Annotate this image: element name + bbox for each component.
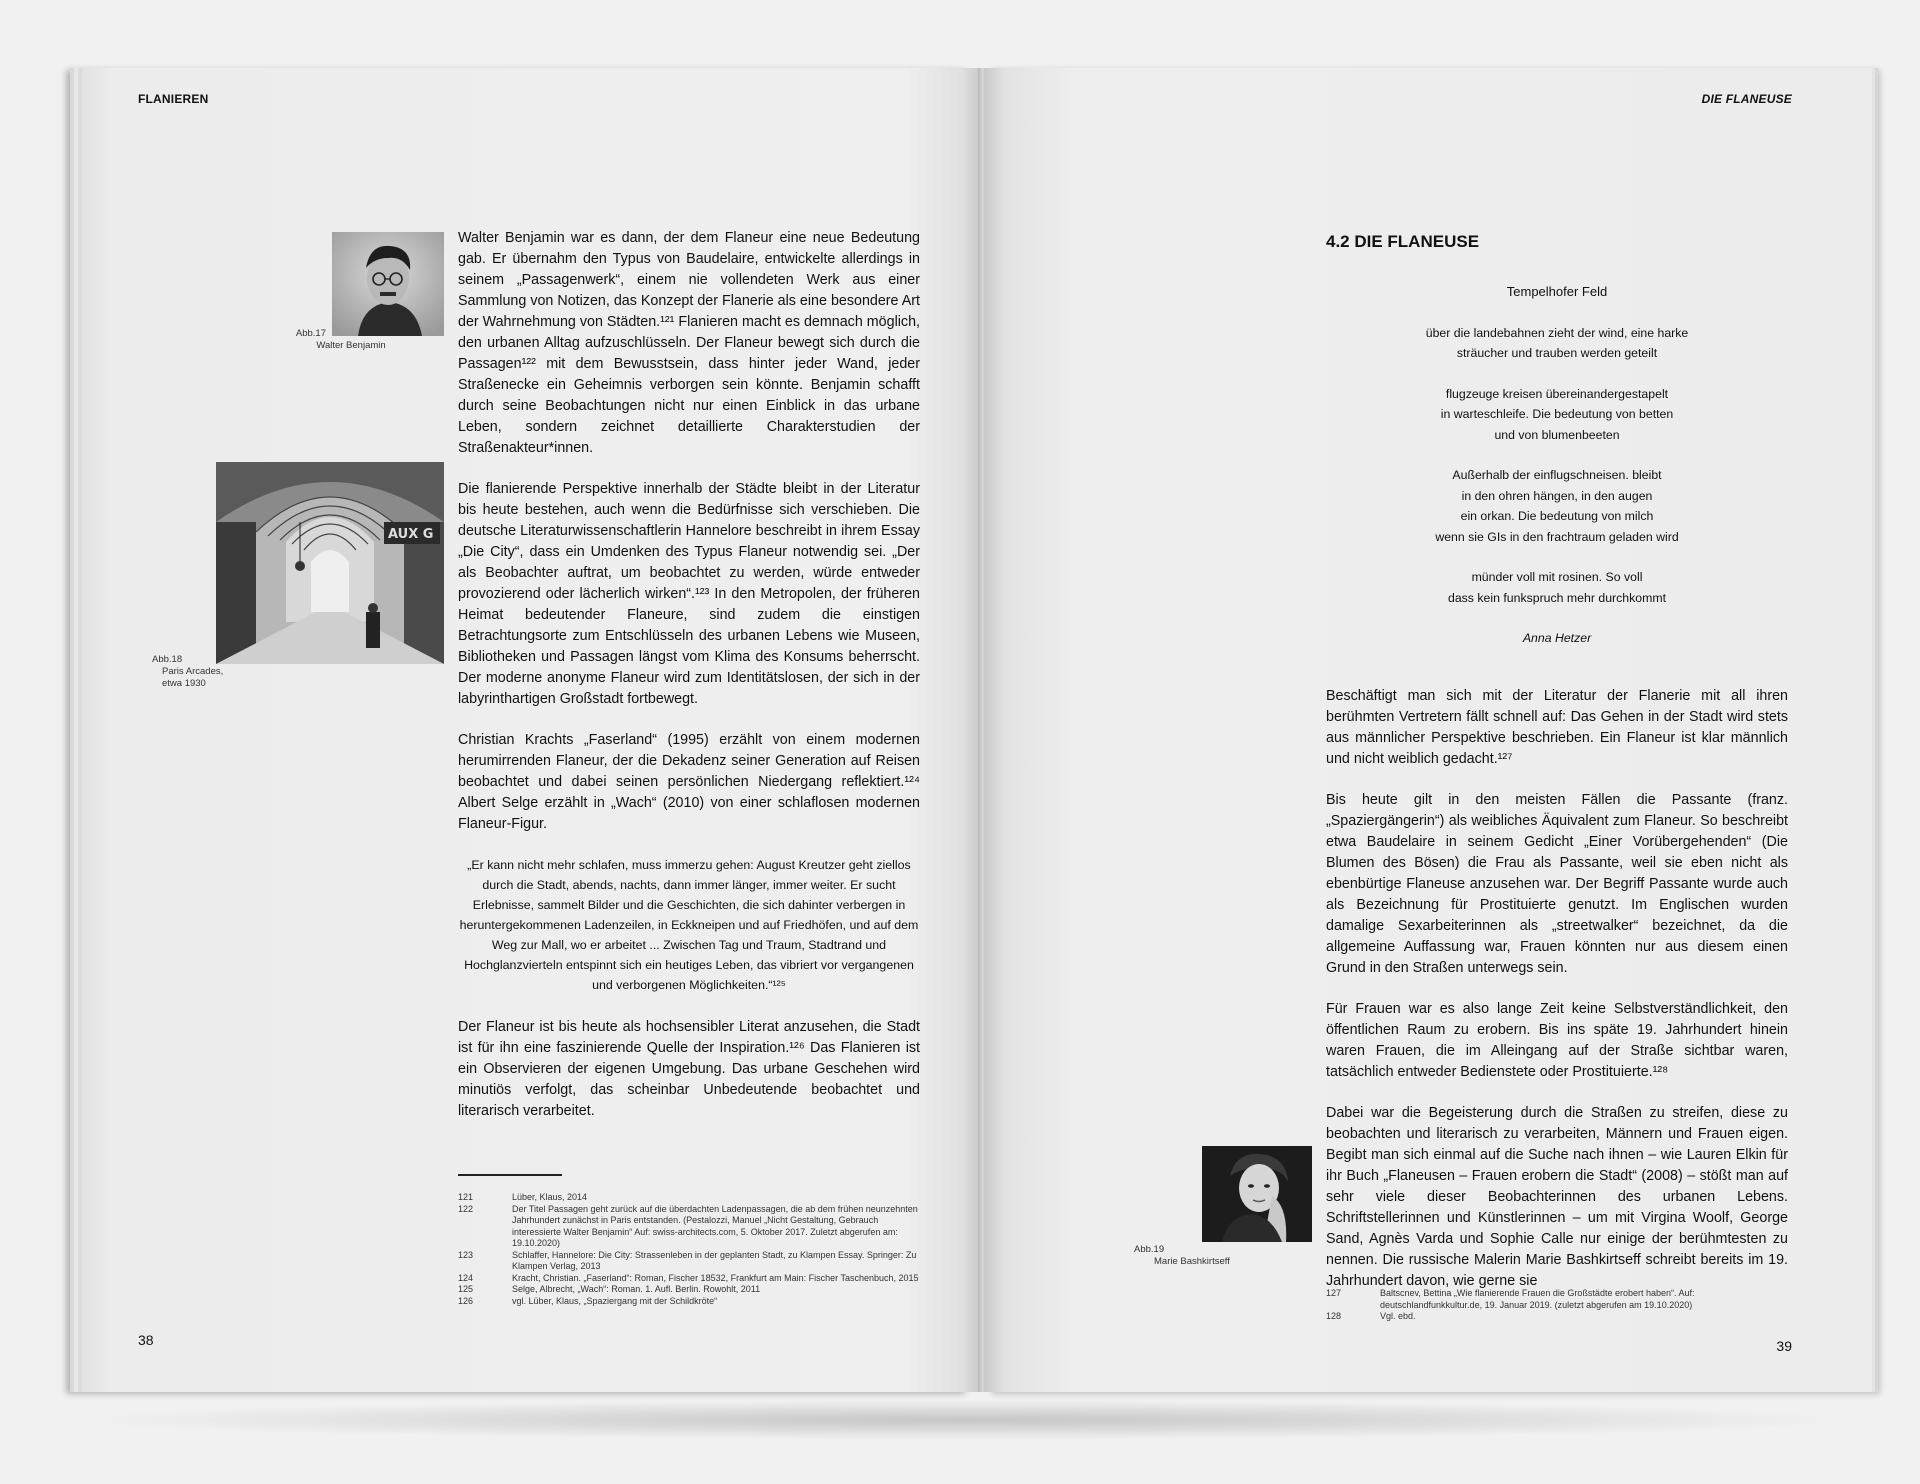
poem-line: über die landebahnen zieht der wind, eine harke — [1425, 325, 1689, 340]
left-body-text — [458, 228, 920, 1142]
footnote: 127 Baltscnev, Bettina „Wie flanierende Frauen die Großstädte erobert haben“. Auf: deutschlandfunkkultur.de, 19. Januar 2019. (zuletzt abgerufen am 19.10.2020) — [1326, 1288, 1695, 1310]
right-page — [984, 68, 1872, 1392]
page-number-left: 38 — [138, 1332, 154, 1348]
poem-title: Tempelhofer Feld — [1506, 284, 1608, 299]
paragraph: Bis heute gilt in den meisten Fällen die Passante (franz. „Spaziergängerin“) als weibliches Äquivalent zum Flaneur. So beschreibt etwa Baudelaire in seinem Gedicht „Einer Vorübergehenden“ (Die Blumen des Bösen) die Frau als Passante, weil sie eben nicht als ebenbürtige Flaneuse anzusehen war. Der Begriff Passante wurde auch als Bezeichnung für Prostituierte genutzt. Im Englischen wurden damalige Sexarbeiterinnen als „streetwalker“ bezeichnet, da die allgemeine Auffassung war, Frauen könnten nur aus diesem einen Grund in den Straßen unterwegs sein. — [1326, 792, 1788, 976]
paragraph: Die flanierende Perspektive innerhalb der Städte bleibt in der Literatur bis heute bestehen, auch wenn die Bedürfnisse sich verschieben. Die deutsche Literaturwissenschaftlerin Hannelore beschreibt in ihrem Essay „Die City“, dass ein Umdenken des Typus Flaneur notwendig sei. „Der als Beobachter auftrat, um beobachtet zu werden, würde entweder provozierend oder lächerlich wirken“.¹²³ In den Metropolen, der früheren Heimat bedeutender Flaneure, sind zudem die einstigen Betrachtungsorte zum Entschlüsseln des urbanen Lebens wie Museen, Bibliotheken und Passagen längst vom Klima des Konsums beherrscht. Der moderne anonyme Flaneur wird zum Identitätslosen, der sich in der labyrinthartigen Großstadt fortbewegt. — [458, 481, 920, 707]
caption-label: Abb.17 — [295, 328, 326, 339]
photo-paris-arcades — [216, 462, 444, 664]
poem-stanza — [1326, 384, 1788, 446]
poem-author: Anna Hetzer — [1522, 631, 1592, 645]
footnote-rule — [458, 1174, 562, 1176]
caption-abb19-text: Marie Bashkirtseff — [1154, 1256, 1230, 1267]
running-head-left: FLANIEREN — [138, 92, 209, 106]
poem-line: wenn sie GIs in den frachtraum geladen wird — [1435, 529, 1679, 544]
poem-line: in warteschleife. Die bedeutung von betten — [1440, 407, 1674, 421]
paragraph: Der Flaneur ist bis heute als hochsensibler Literat anzusehen, die Stadt ist für ihn eine faszinierende Quelle der Inspiration.¹²⁶ Das Flanieren ist ein Observieren der eigenen Umgebung. Das urbane Geschehen wird minutiös verfolgt, das scheinbar Unbedeutende beobachtet und literarisch verarbeitet. — [458, 1019, 920, 1119]
poem — [1326, 282, 1788, 649]
footnote: 126 vgl. Lüber, Klaus, „Spaziergang mit der Schildkröte“ — [458, 1295, 718, 1306]
caption-abb18-label: Abb.18 — [152, 654, 183, 665]
footnotes-right — [1326, 1288, 1788, 1323]
poem-line: sträucher und trauben werden geteilt — [1456, 346, 1658, 360]
paragraph: Walter Benjamin war es dann, der dem Flaneur eine neue Bedeutung gab. Er übernahm den Typus von Baudelaire, entwickelte allerdings in seinem „Passagenwerk“, einem nie vollendeten Werk aus einer Sammlung von Notizen, das Konzept der Flanerie als eine besondere Art der Wahrnehmung von Städten.¹²¹ Flanieren macht es demnach möglich, den urbanen Alltag aufzuschlüsseln. Der Flaneur bewegt sich durch die Passagen¹²² mit dem Bewusstsein, dass hinter jeder Wand, jeder Straßenecke ein Geheimnis verborgen sein könnte. Benjamin schafft durch seine Beobachtungen nicht nur einen Einblick in das urbane Leben, sondern zeichnet detaillierte Charakterstudien der Straßenakteur*innen. — [458, 230, 920, 456]
footnote: 125 Selge, Albrecht, „Wach“: Roman. 1. Aufl. Berlin. Rowohlt, 2011 — [458, 1284, 761, 1294]
footnotes-left — [458, 1192, 920, 1307]
caption-abb17-text: Walter Benjamin — [316, 340, 386, 351]
caption-abb18-line2: etwa 1930 — [162, 678, 206, 689]
portrait-marie-bashkirtseff — [1202, 1146, 1312, 1242]
poem-line: flugzeuge kreisen übereinandergestapelt — [1445, 386, 1669, 401]
footnote: 121 Lüber, Klaus, 2014 — [458, 1192, 588, 1202]
page-number-right: 39 — [1776, 1338, 1792, 1354]
poem-line: ein orkan. Die bedeutung von milch — [1460, 509, 1654, 523]
left-page — [82, 68, 981, 1392]
poem-stanza — [1326, 323, 1788, 364]
footnote: 122 Der Titel Passagen geht zurück auf die überdachten Ladenpassagen, die ab dem frühen neunzehnten Jahrhundert zunächst in Paris entstanden. (Pestalozzi, Manuel „Nicht Gestaltung, Gebrauch interessierte Walter Benjamin“ Auf: swiss-architects.com, 5. Oktober 2017. Zuletzt abgerufen am: 19.10.2020) — [458, 1203, 918, 1248]
caption-abb17 — [232, 328, 326, 340]
poem-line: münder voll mit rosinen. So voll — [1471, 570, 1643, 584]
poem-line: in den ohren hängen, in den augen — [1461, 488, 1653, 503]
footnote: 123 Schlaffer, Hannelore: Die City: Strassenleben in der geplanten Stadt, zu Klampen Essay. Springer: Zu Klampen Verlag, 2013 — [458, 1249, 917, 1271]
block-quote: „Er kann nicht mehr schlafen, muss immerzu gehen: August Kreutzer geht ziellos durch die Stadt, abends, nachts, dann immer länger, immer weiter. Er sucht Erlebnisse, sammelt Bilder und die Geschichten, die sich dahinter verbergen in heruntergekommenen Ladenzeilen, in Eckkneipen und auf Friedhöfen, und auf dem Weg zur Mall, wo er arbeitet ... Zwischen Tag und Traum, Stadtrand und Hochglanzvierteln entspinnt sich ein heutiges Leben, das vibriert vor vergangenen und verborgenen Möglichkeiten.“¹²⁵ — [459, 858, 919, 992]
caption-abb18-line1: Paris Arcades, — [162, 666, 224, 677]
right-body-text — [1326, 686, 1788, 1312]
poem-stanza — [1326, 567, 1788, 608]
poem-stanza — [1326, 465, 1788, 547]
footnote: 128 Vgl. ebd. — [1326, 1311, 1416, 1321]
caption-abb19-label: Abb.19 — [1134, 1244, 1165, 1255]
paragraph: Dabei war die Begeisterung durch die Straßen zu streifen, diese zu beobachten und literarisch zu verarbeiten, Männern und Frauen eigen. Begibt man sich einmal auf die Suche nach ihnen – wie Lauren Elkin für ihr Buch „Flaneusen – Frauen erobern die Stadt“ (2008) – stößt man auf sehr viele dieser Beobachterinnen des urbanen Lebens. Schriftstellerinnen und Künstlerinnen – um mit Virgina Woolf, George Sand, Agnès Varda und Sophie Calle nur einige der berühmtesten zu nennen. Die russische Malerin Marie Bashkirtseff schreibt bereits im 19. Jahrhundert davon, wie gerne sie — [1326, 1105, 1788, 1289]
footnote: 124 Kracht, Christian. „Faserland“: Roman, Fischer 18532, Frankfurt am Main: Fischer Taschenbuch, 2015 — [458, 1272, 919, 1283]
poem-line: Außerhalb der einflugschneisen. bleibt — [1452, 468, 1662, 482]
poem-line: und von blumenbeeten — [1494, 427, 1620, 442]
paragraph: Christian Krachts „Faserland“ (1995) erzählt von einem modernen herumirrenden Flaneur, der die Dekadenz seiner Generation auf Reisen beobachtet und dabei seinen persönlichen Niedergang reflektiert.¹²⁴ Albert Selge erzählt in „Wach“ (2010) von einer schlaflosen modernen Flaneur-Figur. — [458, 732, 920, 832]
poem-line: dass kein funkspruch mehr durchkommt — [1447, 590, 1667, 605]
shop-sign-text: AUX G — [388, 527, 434, 542]
paragraph: Beschäftigt man sich mit der Literatur der Flanerie mit all ihren berühmten Vertretern fällt schnell auf: Das Gehen in der Stadt wird stets aus männlicher Perspektive beschrieben. Ein Flaneur ist klar männlich und nicht weiblich gedacht.¹²⁷ — [1326, 688, 1788, 767]
section-heading: 4.2 DIE FLANEUSE — [1326, 232, 1480, 251]
paragraph: Für Frauen war es also lange Zeit keine Selbstverständlichkeit, den öffentlichen Raum zu erobern. Bis ins späte 19. Jahrhundert hinein waren Frauen, die im Alleingang auf der Straße sichtbar waren, tatsächlich entweder Bedienstete oder Prostituierte.¹²⁸ — [1326, 1001, 1788, 1080]
running-head-right: DIE FLANEUSE — [1701, 92, 1792, 106]
portrait-walter-benjamin — [332, 232, 444, 336]
book-shadow — [64, 1400, 1864, 1440]
